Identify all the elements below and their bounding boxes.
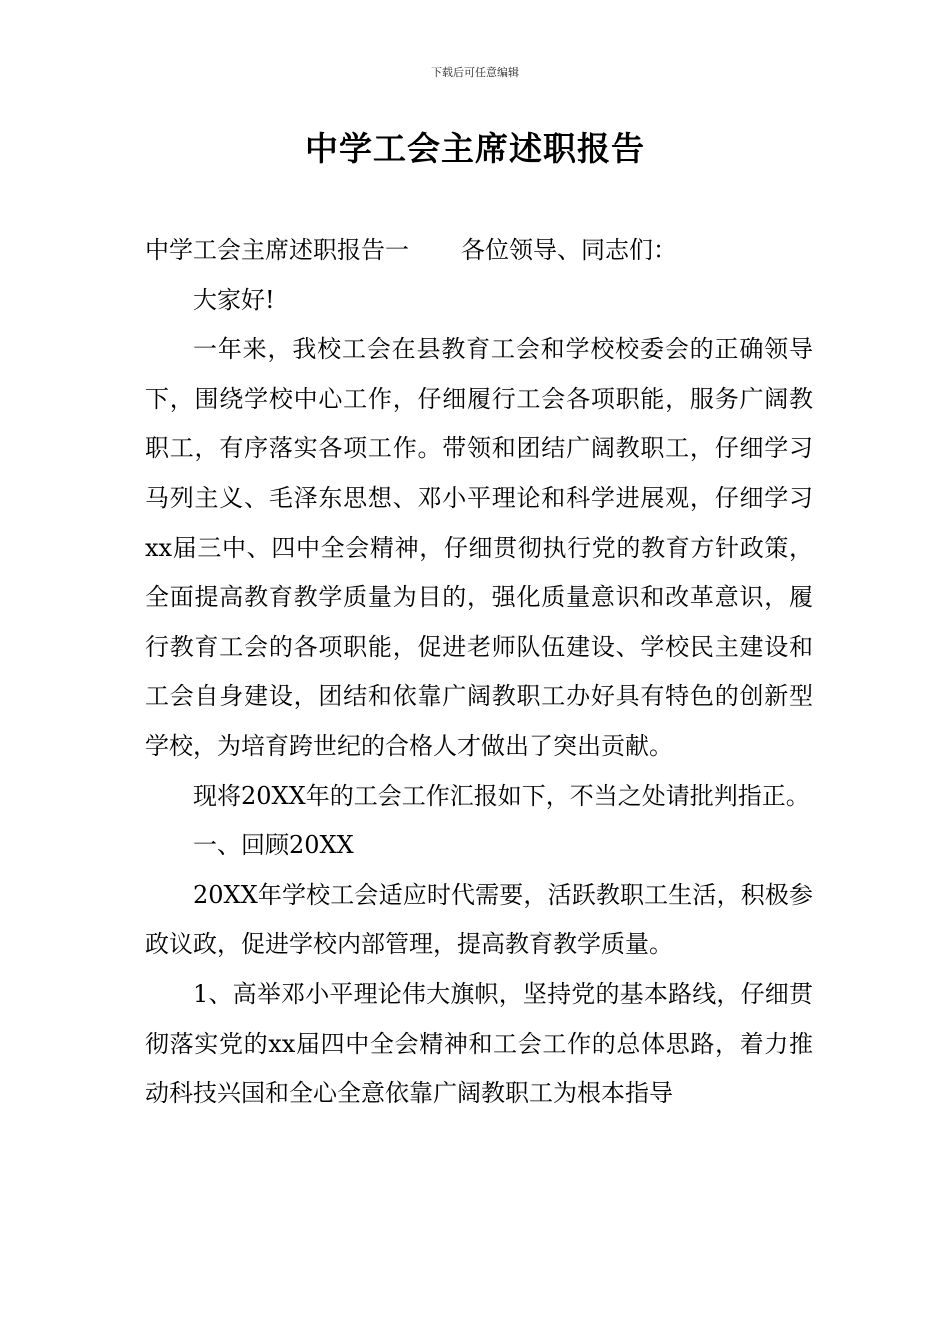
paragraph-greeting: 大家好! (193, 285, 275, 314)
paragraph-item-1: 1、高举邓小平理论伟大旗帜，坚持党的基本路线，仔细贯彻落实党的xx届四中全会精神和工会工作的总体思路，着力推动科技兴国和全心全意依靠广阔教职工为根本指导 (145, 979, 813, 1108)
document-body (145, 226, 813, 1119)
paragraph-review: 20XX年学校工会适应时代需要，活跃教职工生活，积极参政议政，促进学校内部管理，提高教育教学质量。 (145, 880, 813, 959)
section-heading: 一、回顾20XX (193, 831, 354, 860)
paragraph-summary: 一年来，我校工会在县教育工会和学校校委会的正确领导下，围绕学校中心工作，仔细履行工会各项职能，服务广阔教职工，有序落实各项工作。带领和团结广阔教职工，仔细学习马列主义、毛泽东思想、邓小平理论和科学进展观，仔细学习xx届三中、四中全会精神，仔细贯彻执行党的教育方针政策，全面提高教育教学质量为目的，强化质量意识和改革意识，履行教育工会的各项职能，促进老师队伍建设、学校民主建设和工会自身建设，团结和依靠广阔教职工办好具有特色的创新型学校，为培育跨世纪的合格人才做出了突出贡献。 (145, 335, 813, 760)
header-note: 下载后可任意编辑 (431, 66, 519, 79)
salutation: 各位领导、同志们： (461, 236, 677, 264)
document-title: 中学工会主席述职报告 (305, 129, 645, 168)
intro-line (145, 226, 813, 276)
paragraph-report-note: 现将20XX年的工会工作汇报如下，不当之处请批判指正。 (193, 781, 810, 810)
intro-heading: 中学工会主席述职报告一 (145, 236, 409, 264)
